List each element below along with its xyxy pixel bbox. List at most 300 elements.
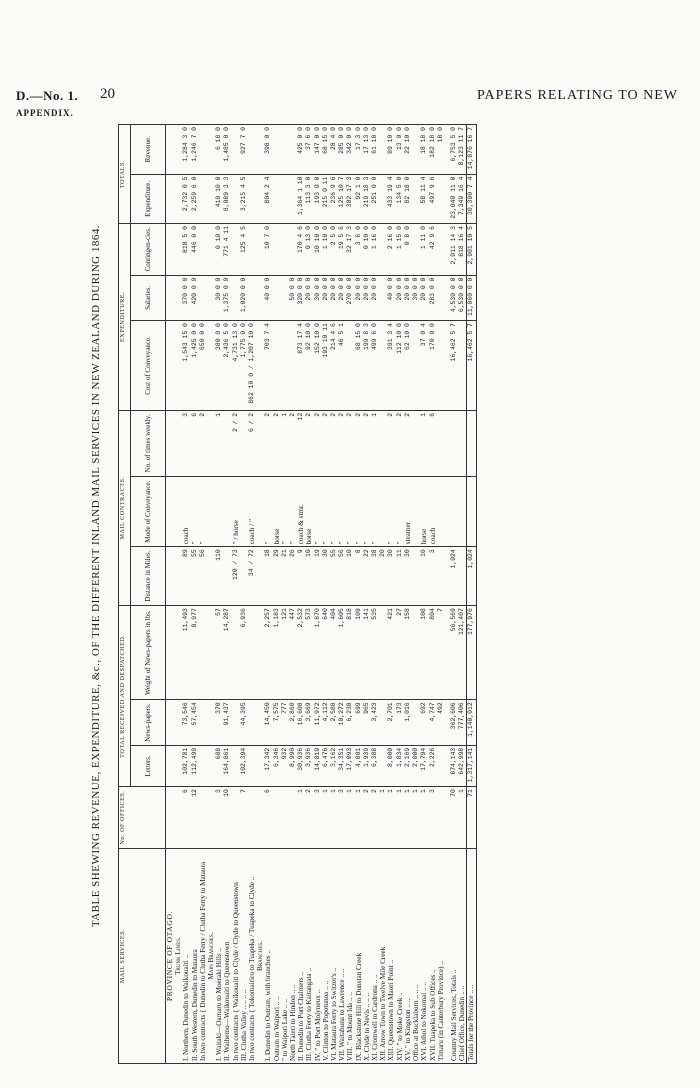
- cell-mode: coach: [182, 476, 190, 546]
- cell-salaries: 20 0 0: [355, 275, 363, 320]
- cell-cost: 1,543 15 0: [182, 321, 190, 411]
- empty-cell: [174, 547, 182, 606]
- cell-letters: 164,861: [223, 745, 231, 786]
- cell-salaries: 1,020 0 0: [240, 275, 248, 320]
- section-label: PROVINCE OF OTAGO.: [166, 849, 175, 1064]
- cell-times: 6 / 2: [248, 410, 256, 476]
- cell-revenue: 927 7 0: [240, 125, 248, 175]
- cell-miles: [412, 547, 420, 606]
- cell-offices: [281, 787, 289, 849]
- cell-miles: [458, 547, 467, 606]
- cell-times: [412, 410, 420, 476]
- cell-miles: 56: [338, 547, 346, 606]
- cell-salaries: 20 0 0: [338, 275, 346, 320]
- cell-cost: [346, 321, 354, 411]
- cell-cost: 499 6 0: [371, 321, 379, 411]
- cell-mode: coach: [429, 476, 437, 546]
- cell-contingencies: [248, 224, 256, 276]
- cell-letters: [232, 745, 240, 786]
- col-contingencies: Contingen-cies.: [131, 224, 166, 276]
- empty-cell: [207, 224, 215, 276]
- cell-mode: [467, 476, 476, 546]
- cell-miles: 38: [371, 547, 379, 606]
- empty-cell: [166, 174, 175, 224]
- running-title: PAPERS RELATING TO NEW: [476, 88, 678, 103]
- table-row: [371, 125, 379, 1064]
- cell-salaries: 370 0 0: [182, 275, 190, 320]
- cell-papers: 692: [420, 700, 428, 745]
- cell-weight: 535: [371, 606, 379, 700]
- empty-cell: [166, 275, 175, 320]
- cell-salaries: 20 0 0: [322, 275, 330, 320]
- cell-offices: 1: [355, 787, 363, 849]
- cell-mode: steamer: [404, 476, 412, 546]
- cell-contingencies: [289, 224, 297, 276]
- cell-contingencies: 2 5 0: [330, 224, 338, 276]
- empty-cell: [166, 410, 175, 476]
- cell-revenue: 1,246 7 0: [191, 125, 199, 175]
- cell-revenue: [199, 125, 207, 175]
- empty-cell: [166, 125, 175, 175]
- cell-letters: 6,388: [371, 745, 379, 786]
- empty-cell: [256, 174, 264, 224]
- cell-papers: 4,112: [322, 700, 330, 745]
- cell-cost: 16,462 5 7: [450, 321, 458, 411]
- cell-times: [379, 410, 387, 476]
- cell-contingencies: [232, 224, 240, 276]
- cell-contingencies: 10 7 0: [264, 224, 272, 276]
- mail-services-table: [118, 124, 477, 1064]
- cell-revenue: 6,753 5 0: [450, 125, 458, 175]
- cell-cost: [458, 321, 467, 411]
- cell-times: 12: [297, 410, 305, 476]
- cell-expenditure: 92 1 0: [355, 174, 363, 224]
- cell-cost: 37 0 4: [420, 321, 428, 411]
- cell-letters: 8,000: [387, 745, 395, 786]
- cell-revenue: 398 0 0: [264, 125, 272, 175]
- service-name: XIV. " to Moke Creek ..: [396, 849, 404, 1064]
- table-row: [297, 125, 305, 1064]
- cell-salaries: 20 0 0: [371, 275, 379, 320]
- page-number: 20: [100, 86, 115, 102]
- cell-salaries: 30 0 0: [215, 275, 223, 320]
- cell-expenditure: 410 10 0: [215, 174, 223, 224]
- cell-salaries: 11,060 0 0: [467, 275, 476, 320]
- table-row: [346, 125, 354, 1064]
- cell-papers: [379, 700, 387, 745]
- cell-weight: 1,870: [314, 606, 322, 700]
- service-name: II. Waihemo—Waikouaiti to Queenstown: [223, 849, 231, 1064]
- cell-letters: 1,317,141: [467, 745, 476, 786]
- cell-miles: 3: [429, 547, 437, 606]
- cell-papers: 965: [363, 700, 371, 745]
- cell-miles: 9: [297, 547, 305, 606]
- cell-papers: 7,575: [273, 700, 281, 745]
- cell-salaries: 20 0 0: [404, 275, 412, 320]
- cell-weight: 57: [215, 606, 223, 700]
- cell-salaries: 420 0 0: [191, 275, 199, 320]
- empty-cell: [207, 275, 215, 320]
- service-name: VIII. " to Mount Ida .. ..: [346, 849, 354, 1064]
- cell-letters: 1,834: [396, 745, 404, 786]
- service-name: Chief Office, Dunedin .. ..: [458, 849, 467, 1064]
- appendix-label: APPENDIX.: [16, 108, 74, 118]
- cell-revenue: [273, 125, 281, 175]
- col-salaries: Salaries.: [131, 275, 166, 320]
- cell-weight: 2,532: [297, 606, 305, 700]
- cell-offices: [199, 787, 207, 849]
- service-name: I. Northern, Dunedin to Waikouaiti ..: [182, 849, 190, 1064]
- empty-cell: [207, 476, 215, 546]
- cell-papers: [232, 700, 240, 745]
- cell-contingencies: 771 4 11: [223, 224, 231, 276]
- empty-cell: [256, 321, 264, 411]
- service-name: VI. Mataura Ferry to Switzer's ..: [330, 849, 338, 1064]
- cell-mode: " / horse: [232, 476, 240, 546]
- document-reference: D.—No. 1.: [16, 88, 79, 103]
- empty-cell: [256, 745, 264, 786]
- cell-mode: [379, 476, 387, 546]
- table-row: [322, 125, 330, 1064]
- cell-contingencies: 0 10 0: [363, 224, 371, 276]
- service-name: III. Clutha Valley .. .. .. ..: [240, 849, 248, 1064]
- cell-mode: ": [396, 476, 404, 546]
- cell-papers: [248, 700, 256, 745]
- cell-revenue: 14,876 16 7: [467, 125, 476, 175]
- mail-services-table-container: [118, 124, 678, 1064]
- cell-offices: 2: [305, 787, 313, 849]
- cell-offices: 2: [363, 787, 371, 849]
- cell-weight: 818: [346, 606, 354, 700]
- header-expenditure: EXPENDITURE.: [119, 224, 131, 411]
- cell-miles: 55: [330, 547, 338, 606]
- col-cost: Cost of Conveyance.: [131, 321, 166, 411]
- table-row: [429, 125, 437, 1064]
- cell-contingencies: 446 0 0: [191, 224, 199, 276]
- cell-revenue: 37 6 0: [305, 125, 313, 175]
- cell-times: 2: [355, 410, 363, 476]
- cell-salaries: [232, 275, 240, 320]
- cell-times: 6: [191, 410, 199, 476]
- cell-expenditure: 82 18 0: [404, 174, 412, 224]
- cell-miles: 18: [264, 547, 272, 606]
- cell-cost: 4,731 13 0: [232, 321, 240, 411]
- service-name: Country Mail Services, Totals ..: [450, 849, 458, 1064]
- cell-papers: 362,606: [450, 700, 458, 745]
- cell-times: 2: [289, 410, 297, 476]
- cell-letters: 8,990: [289, 745, 297, 786]
- cell-miles: 19: [314, 547, 322, 606]
- table-row: [458, 125, 467, 1064]
- cell-expenditure: 193 0 0: [314, 174, 322, 224]
- cell-offices: 2: [371, 787, 379, 849]
- cell-papers: 4,747: [429, 700, 437, 745]
- cell-letters: 17,794: [420, 745, 428, 786]
- cell-offices: 6: [182, 787, 190, 849]
- cell-contingencies: 125 4 5: [240, 224, 248, 276]
- cell-offices: 10: [223, 787, 231, 849]
- table-row: [396, 125, 404, 1064]
- cell-papers: 1,016: [404, 700, 412, 745]
- empty-cell: [207, 745, 215, 786]
- cell-weight: [412, 606, 420, 700]
- cell-papers: 2,860: [289, 700, 297, 745]
- cell-mode: ": [199, 476, 207, 546]
- cell-times: [450, 410, 458, 476]
- empty-cell: [174, 410, 182, 476]
- cell-times: 2: [314, 410, 322, 476]
- cell-revenue: 17 3 0: [355, 125, 363, 175]
- table-row: [355, 125, 363, 1064]
- header-offices: No. OF OFFICES.: [119, 787, 166, 849]
- cell-contingencies: 1 15 0: [396, 224, 404, 276]
- cell-papers: 14,450: [264, 700, 272, 745]
- cell-offices: 3: [338, 787, 346, 849]
- cell-weight: 640: [322, 606, 330, 700]
- cell-mode: horse: [420, 476, 428, 546]
- cell-contingencies: [273, 224, 281, 276]
- cell-contingencies: 2,011 14 3: [450, 224, 458, 276]
- cell-offices: 1: [330, 787, 338, 849]
- cell-times: 2: [404, 410, 412, 476]
- cell-cost: 92 10 0: [305, 321, 313, 411]
- cell-contingencies: 170 4 6: [297, 224, 305, 276]
- cell-letters: 102,394: [240, 745, 248, 786]
- table-row: [191, 125, 199, 1064]
- col-distance: Distance in Miles.: [131, 547, 166, 606]
- cell-expenditure: 433 19 4: [387, 174, 395, 224]
- service-name: I. Waitaki—Oamaru to Moeraki Hills ..: [215, 849, 223, 1064]
- cell-papers: 2,701: [387, 700, 395, 745]
- cell-revenue: 13 0 0: [396, 125, 404, 175]
- empty-cell: [256, 606, 264, 700]
- cell-expenditure: [232, 174, 240, 224]
- cell-cost: [412, 321, 420, 411]
- cell-offices: 71: [467, 787, 476, 849]
- cell-salaries: 4,530 0 0: [450, 275, 458, 320]
- table-row: [248, 125, 256, 1064]
- cell-mode: horse: [273, 476, 281, 546]
- cell-times: 2: [199, 410, 207, 476]
- cell-mode: [215, 476, 223, 546]
- cell-revenue: 18 0: [437, 125, 445, 175]
- table-row: [437, 125, 445, 1064]
- cell-contingencies: 10 10 0: [314, 224, 322, 276]
- cell-contingencies: 42 9 6: [429, 224, 437, 276]
- cell-times: 2: [305, 410, 313, 476]
- cell-letters: 688: [215, 745, 223, 786]
- cell-miles: 10: [305, 547, 313, 606]
- empty-cell: [174, 787, 182, 849]
- cell-cost: [281, 321, 289, 411]
- cell-weight: 11,493: [182, 606, 190, 700]
- cell-offices: 3: [429, 787, 437, 849]
- cell-contingencies: 0 10 0: [215, 224, 223, 276]
- cell-letters: 112,499: [191, 745, 199, 786]
- cell-offices: [232, 787, 240, 849]
- cell-salaries: 50 0 0: [289, 275, 297, 320]
- cell-cost: 112 10 0: [396, 321, 404, 411]
- cell-mode: ": [346, 476, 354, 546]
- empty-cell: [166, 700, 175, 745]
- cell-offices: 3: [314, 787, 322, 849]
- cell-cost: 703 7 4: [264, 321, 272, 411]
- cell-miles: 30: [387, 547, 395, 606]
- empty-cell: [174, 700, 182, 745]
- subsection-heading-row: [174, 125, 182, 1064]
- service-name: In two contracts { Dunedin to Clutha Ferry / Clutha Ferry to Mataura: [199, 849, 207, 1064]
- service-name: X. Clyde to Nevis .. .. ..: [363, 849, 371, 1064]
- table-row: [281, 125, 289, 1064]
- table-row: [379, 125, 387, 1064]
- cell-times: [223, 410, 231, 476]
- cell-times: [467, 410, 476, 476]
- cell-times: 2: [273, 410, 281, 476]
- cell-revenue: 6 18 0: [215, 125, 223, 175]
- cell-expenditure: 8,089 3 3: [223, 174, 231, 224]
- cell-mode: [412, 476, 420, 546]
- cell-times: [437, 410, 445, 476]
- subsection-heading-row: [207, 125, 215, 1064]
- cell-cost: [273, 321, 281, 411]
- empty-cell: [207, 787, 215, 849]
- cell-miles: 29: [273, 547, 281, 606]
- cell-cost: 214 4 6: [330, 321, 338, 411]
- cell-revenue: 61 18 0: [371, 125, 379, 175]
- cell-offices: 1: [420, 787, 428, 849]
- cell-weight: [199, 606, 207, 700]
- section-heading-row: [166, 125, 175, 1064]
- cell-expenditure: 251 0 0: [371, 174, 379, 224]
- table-row: [363, 125, 371, 1064]
- cell-weight: 804: [429, 606, 437, 700]
- cell-offices: 1: [387, 787, 395, 849]
- col-mode: Mode of Conveyance.: [131, 476, 166, 546]
- table-row: [289, 125, 297, 1064]
- cell-salaries: 283 0 0: [429, 275, 437, 320]
- cell-papers: 777,406: [458, 700, 467, 745]
- cell-weight: 56,569: [450, 606, 458, 700]
- header-mail-services: MAIL SERVICES.: [119, 849, 166, 1064]
- empty-cell: [207, 547, 215, 606]
- col-revenue: Revenue.: [131, 125, 166, 175]
- col-weight: Weight of News-papers in lbs.: [131, 606, 166, 700]
- cell-miles: [240, 547, 248, 606]
- service-name: XII. Arrow Town to Twelve Mile Creek: [379, 849, 387, 1064]
- cell-offices: 7: [240, 787, 248, 849]
- cell-mode: horse: [305, 476, 313, 546]
- cell-mode: ": [264, 476, 272, 546]
- cell-expenditure: [379, 174, 387, 224]
- cell-weight: 14,287: [223, 606, 231, 700]
- cell-contingencies: 818 16 4: [458, 224, 467, 276]
- cell-expenditure: 7,349 16 4: [458, 174, 467, 224]
- cell-weight: 6,936: [240, 606, 248, 700]
- service-name: XVII. Tuapeka to Sub Offices ..: [429, 849, 437, 1064]
- service-name: IX. Blackstone Hill to Dunstan Creek: [355, 849, 363, 1064]
- service-name: Office at Bucklaburn .. .. ..: [412, 849, 420, 1064]
- cell-times: 1: [281, 410, 289, 476]
- empty-cell: [207, 606, 215, 700]
- cell-miles: [223, 547, 231, 606]
- cell-revenue: 147 0 0: [314, 125, 322, 175]
- cell-times: 2: [330, 410, 338, 476]
- cell-letters: 34,351: [338, 745, 346, 786]
- cell-times: 3: [182, 410, 190, 476]
- cell-offices: [289, 787, 297, 849]
- cell-times: 2: [338, 410, 346, 476]
- cell-revenue: [248, 125, 256, 175]
- cell-weight: 121: [281, 606, 289, 700]
- cell-mode: ": [330, 476, 338, 546]
- cell-papers: 370: [215, 700, 223, 745]
- cell-cost: 152 10 0: [314, 321, 322, 411]
- cell-salaries: [248, 275, 256, 320]
- cell-salaries: 20 0 0: [420, 275, 428, 320]
- empty-cell: [207, 125, 215, 175]
- empty-cell: [166, 547, 175, 606]
- cell-miles: 20: [379, 547, 387, 606]
- cell-cost: 46 5 1: [338, 321, 346, 411]
- cell-salaries: 30 0 0: [314, 275, 322, 320]
- cell-expenditure: 219 18 3: [363, 174, 371, 224]
- cell-cost: 1,775 0 0: [240, 321, 248, 411]
- empty-cell: [256, 476, 264, 546]
- table-body: [166, 125, 477, 1064]
- cell-expenditure: [273, 174, 281, 224]
- cell-letters: [437, 745, 445, 786]
- cell-cost: 2,436 5 0: [223, 321, 231, 411]
- cell-papers: 777: [281, 700, 289, 745]
- cell-offices: 6: [264, 787, 272, 849]
- cell-salaries: 40 0 0: [264, 275, 272, 320]
- cell-salaries: 20 0 0: [396, 275, 404, 320]
- table-row: [215, 125, 223, 1064]
- cell-contingencies: [199, 224, 207, 276]
- cell-salaries: 270 0 0: [346, 275, 354, 320]
- cell-contingencies: 1 16 0: [371, 224, 379, 276]
- cell-letters: [248, 745, 256, 786]
- cell-letters: 6,346: [273, 745, 281, 786]
- cell-contingencies: [412, 224, 420, 276]
- cell-revenue: 17 13 0: [363, 125, 371, 175]
- cell-expenditure: [281, 174, 289, 224]
- cell-letters: 2,226: [429, 745, 437, 786]
- cell-mode: [223, 476, 231, 546]
- col-letters: Letters.: [131, 745, 166, 786]
- table-row: [404, 125, 412, 1064]
- cell-mode: ": [363, 476, 371, 546]
- table-row: [387, 125, 395, 1064]
- cell-times: 1: [371, 410, 379, 476]
- empty-cell: [256, 700, 264, 745]
- cell-expenditure: [199, 174, 207, 224]
- cell-weight: 109: [355, 606, 363, 700]
- cell-mode: ": [387, 476, 395, 546]
- cell-mode: [450, 476, 458, 546]
- service-name: II. South Western, Dunedin to Mataura: [191, 849, 199, 1064]
- empty-cell: [166, 321, 175, 411]
- cell-letters: [199, 745, 207, 786]
- empty-cell: [207, 321, 215, 411]
- cell-expenditure: [289, 174, 297, 224]
- cell-papers: [412, 700, 420, 745]
- cell-offices: [273, 787, 281, 849]
- cell-offices: 1: [322, 787, 330, 849]
- cell-revenue: [289, 125, 297, 175]
- cell-papers: 2,588: [330, 700, 338, 745]
- empty-cell: [207, 410, 215, 476]
